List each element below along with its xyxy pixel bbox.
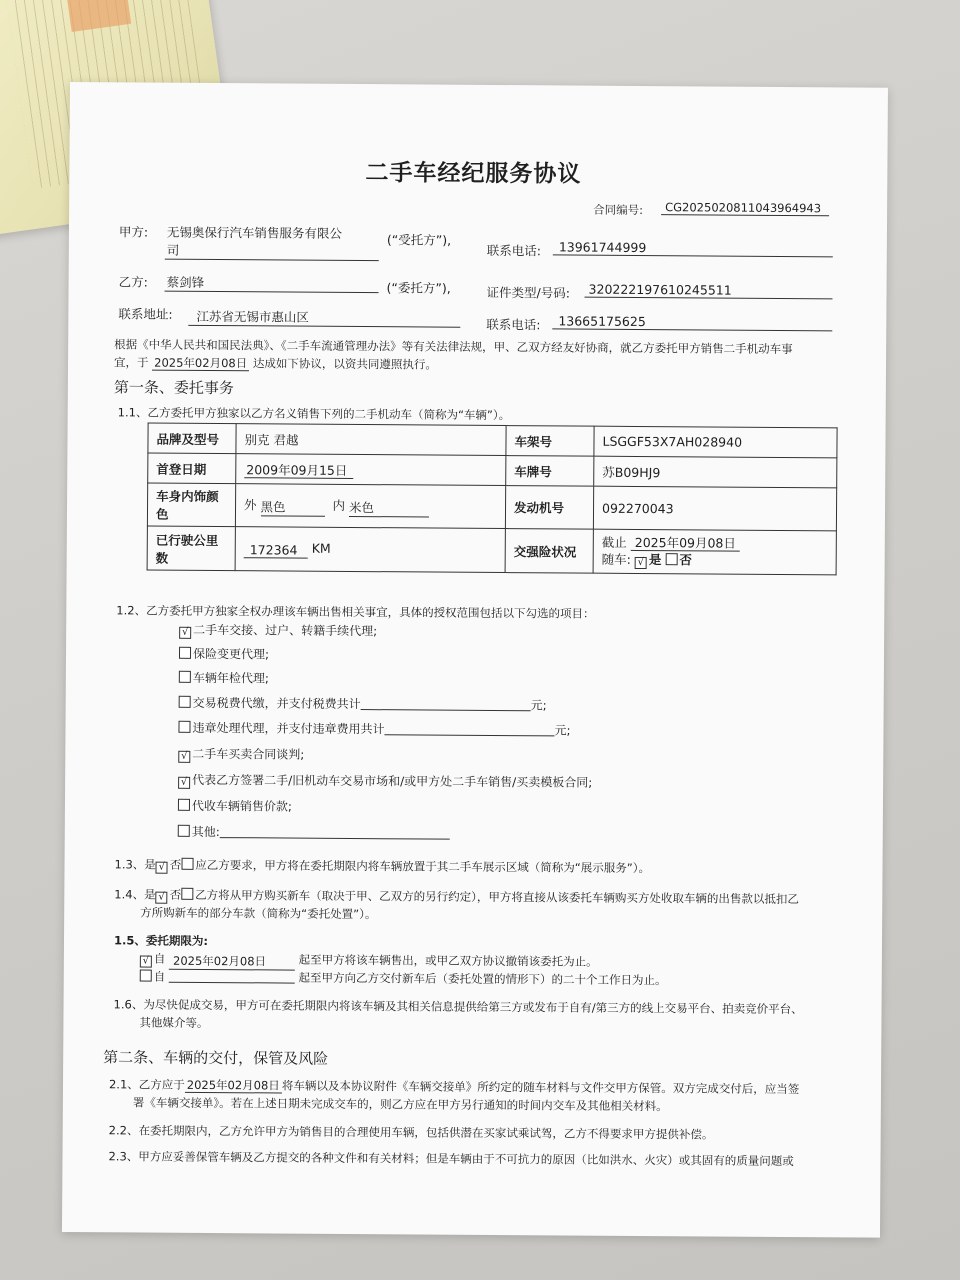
article-1-title: 第一条、委托事务 [113, 378, 234, 398]
contract-sheet [62, 82, 888, 1238]
vehicle-info-table [147, 423, 838, 576]
contract-no-label: 合同编号: [593, 202, 644, 218]
insurance-until-date: 2025年09月08日 [631, 535, 740, 552]
document-title: 二手车经纪服务协议 [365, 160, 582, 188]
term-2-from: 自 [153, 969, 166, 984]
clause-1-3 [114, 856, 650, 877]
exterior-color: 黑色 [260, 497, 324, 516]
party-b-address-label: 联系地址: [118, 306, 173, 322]
other-blank[interactable] [220, 837, 450, 840]
option-checkbox[interactable] [179, 671, 191, 683]
party-b-role: (“委托方”), [386, 280, 451, 296]
preamble-text-a: 宜，于 [113, 355, 149, 370]
clause-1-2: 1.2、乙方委托甲方独家全权办理该车辆出售相关事宜，具体的授权范围包括以下勾选的项目： [116, 603, 595, 621]
option-insurance-change [179, 645, 269, 663]
engine-value: 092270043 [593, 486, 836, 531]
option-label: 车辆年检代理; [192, 670, 269, 686]
option-checkbox[interactable] [178, 825, 190, 837]
option-checkbox[interactable]: √ [179, 627, 191, 639]
party-b-id: 320222197610245511 [585, 282, 833, 300]
color-label: 车身内饰颜色 [147, 483, 235, 527]
insurance-until-row [602, 534, 828, 553]
article-2-title: 第二条、车辆的交付，保管及风险 [103, 1048, 329, 1068]
option-contract-negotiation [178, 745, 304, 764]
clause-1-6-cont: 其他媒介等。 [139, 1015, 209, 1030]
party-b-id-label: 证件类型/号码: [486, 284, 571, 301]
insurance-no-checkbox[interactable] [665, 553, 677, 565]
term-2-checkbox[interactable] [140, 970, 152, 982]
insurance-cell [593, 529, 836, 575]
clause-1-1: 1.1、乙方委托甲方独家以乙方名义销售下列的二手机动车（简称为“车辆”）。 [117, 405, 511, 423]
option-checkbox[interactable]: √ [178, 751, 190, 763]
insurance-no-label: 否 [679, 552, 692, 568]
reg-date-label: 首登日期 [148, 453, 236, 484]
table-row [148, 453, 837, 488]
party-a-phone-label: 联系电话: [486, 242, 542, 259]
exterior-prefix: 外 [244, 496, 257, 512]
clause-1-3-no: 否 [169, 857, 182, 872]
option-sign-contract [178, 771, 592, 792]
insurance-yes-label: 是 [648, 552, 662, 568]
violation-amount-blank[interactable] [384, 734, 554, 736]
term-1-checkbox[interactable]: √ [140, 956, 152, 968]
option-suffix: 元; [530, 698, 547, 713]
clause-1-4-no-checkbox[interactable] [181, 888, 193, 900]
option-label: 二手车买卖合同谈判; [192, 746, 305, 762]
table-row [147, 483, 836, 531]
brand-label: 品牌及型号 [148, 423, 236, 454]
clause-2-1-text-b: 将车辆以及本协议附件《车辆交接单》所约定的随车材料与文件交甲方保管。双方完成交付后，应当签 [281, 1078, 800, 1097]
mileage-value: 172364 [244, 542, 308, 558]
preamble-date: 2025年02月08日 [152, 356, 249, 372]
option-checkbox[interactable] [179, 696, 191, 708]
table-row [147, 526, 836, 575]
clause-1-4-yes-checkbox[interactable]: √ [156, 892, 168, 904]
option-tax-payment [179, 694, 547, 714]
option-suffix: 元; [554, 723, 571, 738]
option-collect-payment [178, 797, 292, 815]
reg-date-value: 2009年09月15日 [244, 462, 353, 479]
clause-1-3-no-checkbox[interactable] [181, 858, 193, 870]
option-checkbox[interactable] [178, 799, 190, 811]
option-label: 交易税费代缴，并支付税费共计 [192, 695, 361, 712]
term-1-text: 起至甲方将该车辆售出，或甲乙双方协议撤销该委托为止。 [298, 952, 598, 969]
insurance-label: 交强险状况 [505, 529, 593, 574]
party-b-name: 蔡剑锋 [165, 273, 379, 293]
term-2-text: 起至甲方向乙方交付新车后（委托处置的情形下）的二十个工作日为止。 [298, 970, 667, 988]
option-annual-inspection [179, 669, 269, 687]
term-row-2 [140, 969, 667, 989]
tax-amount-blank[interactable] [361, 709, 531, 711]
option-checkbox[interactable]: √ [178, 777, 190, 789]
vin-value: LSGGF53X7AH028940 [594, 426, 837, 458]
clause-2-1-text-a: 2.1、乙方应于 [108, 1077, 185, 1092]
option-label: 代收车辆销售价款; [191, 798, 293, 814]
clause-2-1-cont: 署《车辆交接单》。若在上述日期未完成交车的，则乙方应在甲方另行通知的时间内交车及其他相关材料。 [132, 1095, 668, 1114]
clause-1-3-text: 应乙方要求，甲方将在委托期限内将车辆放置于其二手车展示区域（简称为“展示服务”）。 [195, 857, 651, 876]
party-b-label: 乙方: [118, 274, 148, 290]
insurance-with-row [602, 551, 828, 571]
term-1-from: 自 [153, 951, 166, 966]
option-other [178, 823, 450, 842]
term-2-date-blank[interactable] [169, 982, 295, 984]
party-a-role: (“受托方”), [386, 232, 452, 248]
interior-prefix: 内 [332, 497, 346, 513]
preamble-line1: 根据《中华人民共和国民法典》、《二手车流通管理办法》等有关法律法规，甲、乙双方经友好协商，就乙方委托甲方销售二手机动车事 [114, 337, 793, 357]
mileage-unit: KM [311, 540, 331, 556]
clause-1-4-no: 否 [169, 887, 182, 902]
plate-value: 苏B09HJ9 [594, 456, 837, 488]
clause-2-3: 2.3、甲方应妥善保管车辆及乙方提交的各种文件和有关材料；但是车辆由于不可抗力的原因（比如洪水、火灾）或其固有的质量问题或 [108, 1149, 794, 1169]
option-label: 二手车交接、过户、转籍手续代理; [193, 622, 378, 639]
insurance-until-label: 截止 [601, 534, 627, 550]
engine-label: 发动机号 [505, 486, 593, 530]
party-a-name-line1: 无锡奥保行汽车销售服务有限公 [166, 224, 343, 241]
party-b-address: 江苏省无锡市惠山区 [188, 307, 460, 328]
insurance-with-label: 随车: [601, 551, 631, 567]
clause-1-4-cont: 方所购新车的部分车款（简称为“委托处置”）。 [140, 905, 377, 922]
vin-label: 车架号 [506, 426, 594, 457]
option-checkbox[interactable] [179, 647, 191, 659]
plate-label: 车牌号 [506, 456, 594, 487]
clause-2-1-date: 2025年02月08日 [185, 1078, 282, 1094]
clause-1-4-yes: 1.4、是 [114, 887, 156, 902]
party-a-phone: 13961744999 [553, 239, 833, 257]
clause-2-1 [109, 1076, 799, 1097]
option-checkbox[interactable] [178, 721, 190, 733]
preamble-line2 [114, 354, 437, 372]
party-a-name-line2: 司 [165, 241, 379, 261]
reg-date-cell [236, 454, 506, 486]
clause-2-2: 2.2、在委托期限内，乙方允许甲方为销售目的合理使用车辆，包括供潜在买家试乘试驾，乙方不得要求甲方提供补偿。 [108, 1123, 714, 1142]
interior-color: 米色 [349, 497, 429, 517]
party-a-label: 甲方: [118, 224, 149, 240]
party-b-phone: 13665175625 [552, 313, 832, 331]
mileage-label: 已行驶公里数 [147, 526, 235, 571]
color-cell [235, 484, 505, 529]
clause-1-3-yes-checkbox[interactable]: √ [156, 862, 168, 874]
table-row [148, 423, 837, 458]
clause-1-3-yes: 1.3、是 [114, 857, 156, 872]
option-transfer-agency [179, 621, 377, 640]
term-1-date: 2025年02月08日 [169, 953, 295, 971]
clause-1-5-title: 1.5、委托期限为: [113, 933, 209, 948]
brand-value: 别克 君越 [236, 424, 506, 456]
mileage-cell [235, 527, 505, 573]
option-label: 保险变更代理; [192, 646, 270, 662]
option-label: 违章处理代理，并支付违章费用共计 [192, 720, 385, 737]
insurance-yes-checkbox[interactable]: √ [635, 557, 647, 569]
clause-1-4-text: 乙方将从甲方购买新车（取决于甲、乙双方的另行约定），甲方将直接从该委托车辆购买方处收取车辆的出售款以抵扣乙 [195, 887, 799, 907]
party-b-phone-label: 联系电话: [486, 316, 541, 333]
preamble-text-b: 达成如下协议，以资共同遵照执行。 [252, 356, 437, 372]
contract-no: CG2025020811043964943 [661, 200, 829, 216]
option-violation [178, 719, 570, 739]
clause-1-6: 1.6、为尽快促成交易，甲方可在委托期限内将该车辆及其相关信息提供给第三方或发布于自有/第三方的线上交易平台、拍卖竞价平台、 [113, 997, 803, 1017]
option-label: 其他: [191, 824, 220, 840]
option-label: 代表乙方签署二手/旧机动车交易市场和/或甲方处二手车销售/买卖模板合同; [192, 772, 593, 790]
